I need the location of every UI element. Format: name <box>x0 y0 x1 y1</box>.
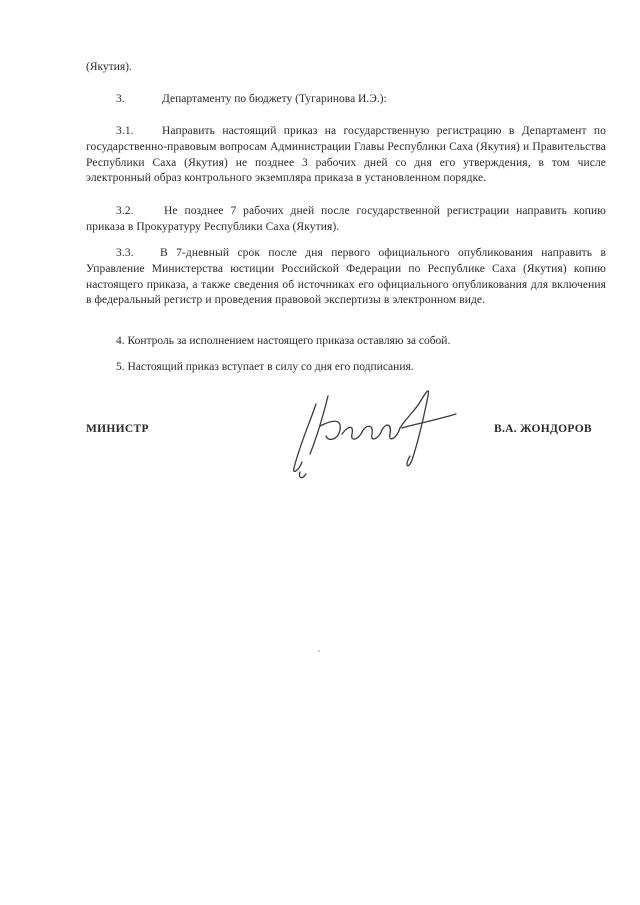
signatory-name: В.А. ЖОНДОРОВ <box>494 423 592 435</box>
item-3-2-paragraph <box>86 204 606 236</box>
item-3-number: 3. <box>116 93 125 105</box>
item-4-text: 4. Контроль за исполнением настоящего приказа оставляю за собой. <box>116 335 451 347</box>
item-5-text: 5. Настоящий приказ вступает в силу со дня его подписания. <box>116 361 414 373</box>
item-3-1-paragraph <box>86 124 606 187</box>
top-fragment: (Якутия). <box>86 61 132 73</box>
item-3-text: Департаменту по бюджету (Тугаринова И.Э.): <box>162 93 387 105</box>
item-3-3-text: В 7-дневный срок после дня первого официального опубликования направить в Управление Министерства юстиции Российской Федерации по Республике Саха (Якутия) копию настоящего приказа, а также сведения об источниках его официального опубликования для включения в федеральный регистр и проведения правовой экспертизы в электронном виде. <box>86 247 606 307</box>
item-3-3-paragraph <box>86 246 606 309</box>
item-3-3-number: 3.3. <box>116 247 134 259</box>
item-3-2-text: Не позднее 7 рабочих дней после государственной регистрации направить копию приказа в Прокуратуру Республики Саха (Якутия). <box>86 205 606 233</box>
item-3-1-number: 3.1. <box>116 125 134 137</box>
handwritten-signature <box>280 382 470 482</box>
scan-speck <box>318 650 320 652</box>
signatory-position: МИНИСТР <box>86 423 149 435</box>
item-3-2-number: 3.2. <box>116 205 134 217</box>
item-3-1-text: Направить настоящий приказ на государственную регистрацию в Департамент по государственно-правовым вопросам Администрации Главы Республики Саха (Якутия) и Правительства Республики Саха (Якутия) не позднее 3 рабочих дней со дня его утверждения, в том числе электронный образ контрольного экземпляра приказа в установленном порядке. <box>86 125 606 185</box>
